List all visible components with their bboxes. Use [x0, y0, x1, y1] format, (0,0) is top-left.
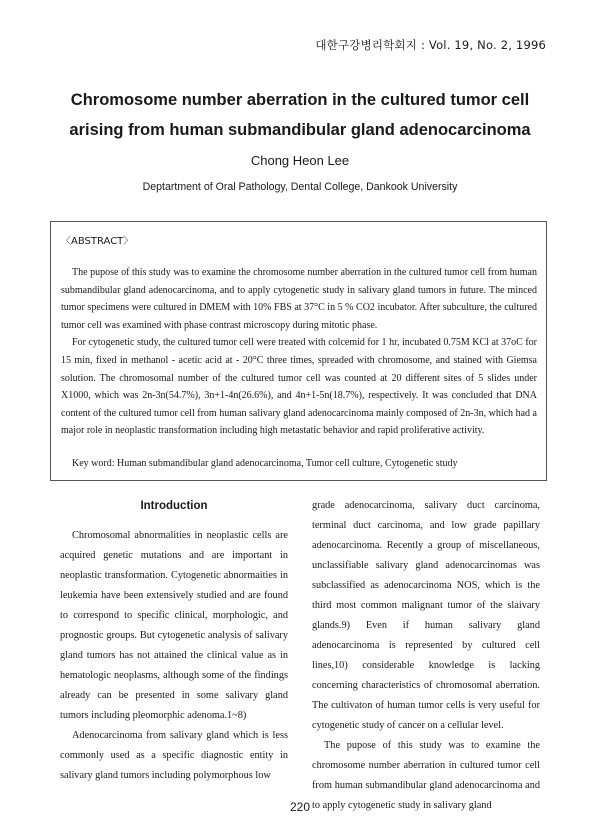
right-column	[312, 496, 540, 816]
author-affiliation: Deptartment of Oral Pathology, Dental College, Dankook University	[142, 181, 458, 193]
page-number: 220	[289, 800, 311, 814]
title-line-1: Chromosome number aberration in the cultured tumor cell	[70, 91, 530, 109]
author-name: Chong Heon Lee	[250, 153, 350, 168]
abstract-box	[50, 221, 547, 481]
body-paragraph: Adenocarcinoma from salivary gland which is less commonly used as a specific diagnostic entity in salivary gland tumors including polymorphous low	[60, 730, 288, 781]
journal-header: 대한구강병리학회지 : Vol. 19, No. 2, 1996	[315, 38, 546, 52]
left-column	[60, 496, 288, 786]
abstract-body	[61, 264, 537, 440]
body-paragraph: The pupose of this study was to examine the chromosome number aberration in cultured tumor cell from human submandibular gland adenocarcinoma and to apply cytogenetic study in salivary gland	[312, 740, 540, 811]
body-paragraph: grade adenocarcinoma, salivary duct carcinoma, terminal duct carcinoma, and low grade papillary adenocarcinoma. Recently a group of miscellaneous, unclassifiable salivary gland adenocarcinomas was subclassified as adenocarcinoma NOS, which is the third most common malignant tumor of the slaivary glands.9) Even if human salivary gland adenocarcinoma is represented by cultured cell lines,10) considerable knowledge is lacking concerning characteristics of chromosomal aberration. The cultivaton of human tumor cells is very useful for cytogenetic study of cancer on a cellular level.	[312, 500, 540, 731]
abstract-paragraph: For cytogenetic study, the cultured tumor cell were treated with colcemid for 1 hr, incubated 0.75M KCl at 37oC for 15 min, fixed in methanol - acetic acid at - 20°C three times, spreaded with chromosome, and stained with Giemsa solution. The chromosomal number of the cultured tumor cell was counted at 20 different sites of 5 slides under X1000, which was 2n-3n(54.7%), 3n+1-4n(26.6%), and 4n+1-5n(18.7%), respectively. It was concluded that DNA content of the cultured tumor cell from human salivary gland adenocarcinoma mainly composed of 2n-3n, which had a major role in neoplastic transformation including high metastatic behavior and rapid proliferative activity.	[61, 337, 537, 437]
title-line-2: arising from human submandibular gland adenocarcinoma	[69, 121, 531, 139]
paper-title	[40, 85, 560, 145]
abstract-paragraph: The pupose of this study was to examine the chromosome number aberration in the cultured tumor cell from human submandibular gland adenocarcinoma, and to apply cytogenetic study in salivary gland tumors in future. The minced tumor specimens were cultured in DMEM with 10% FBS at 37°C in 5 % CO2 incubator. After subculture, the cultured tumor cell was examined with phase contrast microscopy during mitotic phase.	[61, 267, 537, 331]
abstract-label: 〈ABSTRACT〉	[61, 236, 134, 247]
keywords: Key word: Human submandibular gland adenocarcinoma, Tumor cell culture, Cytogenetic study	[72, 458, 458, 469]
section-heading-introduction: Introduction	[140, 500, 208, 512]
body-paragraph: Chromosomal abnormalities in neoplastic cells are acquired genetic mutations and are important in neoplastic transformation. Cytogenetic abnormaities in leukemia have been extensively studied and are found to correspond to specific clinical, morphologic, and prognostic groups. But cytogenetic analysis of salivary gland tumors has not attained the clinical value as in hematologic neoplasms, although some of the findings already can be presented in some salivary gland tumors including pleomorphic adenoma.1~8)	[60, 530, 288, 721]
